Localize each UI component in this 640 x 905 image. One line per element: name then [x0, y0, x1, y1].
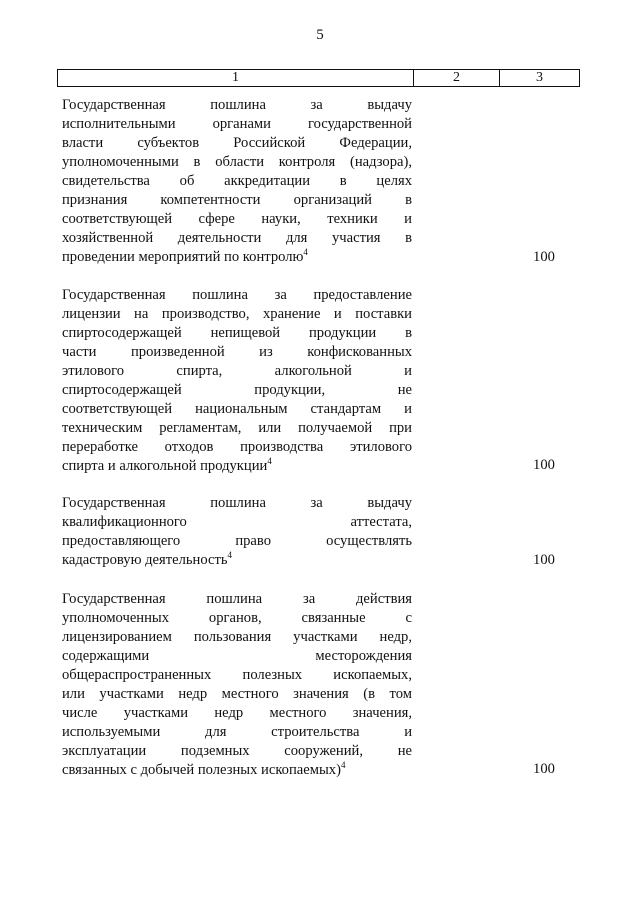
column-header-2: 2: [414, 70, 500, 86]
entry-line-text: связанных с добычей полезных ископаемых): [62, 762, 341, 778]
footnote-marker: 4: [267, 456, 272, 466]
entry-last-line: [62, 761, 412, 780]
fee-entry-4: [62, 590, 412, 780]
entry-line: лицензированием пользования участками недр,: [62, 629, 412, 645]
entry-line: предоставляющего право осуществлять: [62, 533, 412, 549]
fee-entry-3: [62, 494, 412, 570]
entry-last-line: [62, 457, 412, 476]
entry-line: уполномоченными в области контроля (надзора),: [62, 154, 412, 170]
entry-line: лицензии на производство, хранение и поставки: [62, 306, 412, 322]
entry-line: эксплуатации подземных сооружений, не: [62, 743, 412, 759]
entry-line: техническим регламентам, или получаемой при: [62, 420, 412, 436]
fee-amount-1: 100: [533, 249, 555, 265]
entry-line: свидетельства об аккредитации в целях: [62, 173, 412, 189]
entry-last-line: [62, 551, 412, 570]
entry-line: числе участками недр местного значения,: [62, 705, 412, 721]
entry-line: Государственная пошлина за действия: [62, 591, 412, 607]
column-header-1: 1: [58, 70, 414, 86]
entry-line: Государственная пошлина за предоставление: [62, 287, 412, 303]
entry-line: спиртосодержащей непищевой продукции в: [62, 325, 412, 341]
entry-last-line: [62, 248, 412, 267]
fee-entry-1: [62, 96, 412, 267]
fee-amount-3: 100: [533, 552, 555, 568]
entry-line: переработке отходов производства этилового: [62, 439, 412, 455]
page-number: 5: [316, 27, 324, 43]
entry-line-text: проведении мероприятий по контролю: [62, 249, 304, 265]
entry-line: или участками недр местного значения (в том: [62, 686, 412, 702]
fee-amount-2: 100: [533, 457, 555, 473]
entry-line: признания компетентности организаций в: [62, 192, 412, 208]
fee-entry-2: [62, 286, 412, 476]
entry-line: хозяйственной деятельности для участия в: [62, 230, 412, 246]
table-header-row: [57, 69, 580, 87]
entry-line: используемыми для строительства и: [62, 724, 412, 740]
entry-line: спиртосодержащей продукции, не: [62, 382, 412, 398]
footnote-marker: 4: [340, 760, 346, 770]
entry-line: исполнительными органами государственной: [62, 116, 412, 132]
entry-line: части произведенной из конфискованных: [62, 344, 412, 360]
entry-line: соответствующей сфере науки, техники и: [62, 211, 412, 227]
fee-amount-4: 100: [533, 761, 555, 777]
footnote-marker: 4: [227, 550, 233, 560]
entry-line-text: кадастровую деятельность: [62, 552, 228, 568]
entry-line: этилового спирта, алкогольной и: [62, 363, 412, 379]
entry-line: власти субъектов Российской Федерации,: [62, 135, 412, 151]
entry-line: Государственная пошлина за выдачу: [62, 97, 412, 113]
entry-line: уполномоченных органов, связанные с: [62, 610, 412, 626]
entry-line: соответствующей национальным стандартам и: [62, 401, 412, 417]
column-header-3: 3: [536, 70, 543, 85]
entry-line: содержащими месторождения: [62, 648, 412, 664]
entry-line: Государственная пошлина за выдачу: [62, 495, 412, 511]
entry-line-text: спирта и алкогольной продукции: [62, 458, 268, 474]
entry-line: квалификационного аттестата,: [62, 514, 412, 530]
footnote-marker: 4: [303, 247, 308, 257]
entry-line: общераспространенных полезных ископаемых,: [62, 667, 412, 683]
